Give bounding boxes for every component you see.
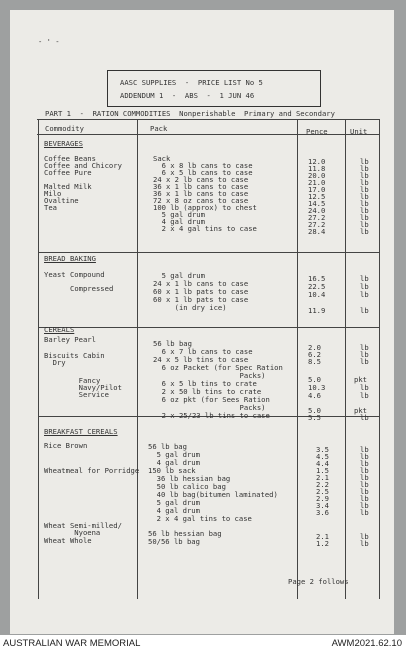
- unit-cell: lb: [360, 213, 369, 222]
- section-divider: [38, 252, 379, 253]
- pack-cell: 2 x 4 gal tins to case: [148, 514, 252, 523]
- pack-cell: Packs): [153, 371, 266, 380]
- footer-source: AUSTRALIAN WAR MEMORIAL: [3, 638, 141, 649]
- pack-cell: 40 lb bag(bitumen laminated): [148, 490, 278, 499]
- column-header-pack: Pack: [150, 124, 168, 133]
- pence-cell: 1.2: [316, 539, 329, 548]
- pence-cell: 27.2: [308, 220, 326, 229]
- pack-cell: 6 x 5 lb cans to case: [153, 168, 253, 177]
- unit-cell: lb: [360, 473, 369, 482]
- unit-cell: lb: [360, 274, 369, 283]
- commodity-cell: Fancy: [70, 376, 101, 385]
- unit-cell: lb: [360, 501, 369, 510]
- pence-cell: 3.6: [316, 508, 329, 517]
- pack-cell: 6 oz Packet (for Spec Ration: [153, 363, 283, 372]
- pack-cell: 6 x 8 lb cans to case: [153, 161, 253, 170]
- pack-cell: Sack: [153, 154, 171, 163]
- pack-cell: 56 lb hessian bag: [148, 529, 222, 538]
- unit-cell: lb: [360, 185, 369, 194]
- table-col-divider-3: [345, 119, 346, 599]
- pack-cell: 2 x 4 gal tins to case: [153, 224, 257, 233]
- pence-cell: 10.4: [308, 290, 326, 299]
- pack-cell: 6 x 7 lb cans to case: [153, 347, 253, 356]
- pack-cell: 36 x 1 lb cans to case: [153, 182, 249, 191]
- pack-cell: 24 x 2 lb cans to case: [153, 175, 249, 184]
- page-follows-note: Page 2 follows: [288, 577, 349, 586]
- pack-cell: 5 gal drum: [153, 210, 205, 219]
- pack-cell: 4 gal drum: [148, 458, 200, 467]
- pence-cell: 2.1: [316, 473, 329, 482]
- pack-cell: 36 x 1 lb cans to case: [153, 189, 249, 198]
- commodity-cell: Yeast Compound: [44, 270, 105, 279]
- pence-cell: 4.4: [316, 459, 329, 468]
- unit-cell: lb: [360, 539, 369, 548]
- unit-cell: lb: [360, 466, 369, 475]
- section-heading: BREAD BAKING: [44, 254, 96, 263]
- pack-cell: 4 gal drum: [148, 506, 200, 515]
- pence-cell: 27.2: [308, 213, 326, 222]
- pence-cell: 5.5: [308, 413, 321, 422]
- unit-cell: lb: [360, 383, 369, 392]
- pack-cell: 5 gal drum: [148, 450, 200, 459]
- header-line-2: ADDENDUM 1 - ABS - 1 JUN 46: [120, 91, 255, 100]
- unit-cell: lb: [360, 459, 369, 468]
- pence-cell: 2.0: [308, 343, 321, 352]
- commodity-cell: Wheatmeal for Porridge: [44, 466, 140, 475]
- pence-cell: 11.9: [308, 306, 326, 315]
- pence-cell: 2.2: [316, 480, 329, 489]
- table-header-border: [37, 134, 380, 135]
- unit-cell: lb: [360, 413, 369, 422]
- pack-cell: 100 lb (approx) to chest: [153, 203, 257, 212]
- pack-cell: 5 gal drum: [148, 498, 200, 507]
- pence-cell: 1.5: [316, 466, 329, 475]
- section-heading: BREAKFAST CEREALS: [44, 427, 118, 436]
- pack-cell: 24 x 5 lb tins to case: [153, 355, 249, 364]
- unit-cell: lb: [360, 350, 369, 359]
- unit-cell: lb: [360, 508, 369, 517]
- unit-cell: lb: [360, 452, 369, 461]
- pence-cell: 4.6: [308, 391, 321, 400]
- unit-cell: pkt: [354, 375, 367, 384]
- pack-cell: 6 oz pkt (for Sees Ration: [153, 395, 270, 404]
- footer-accession-id: AWM2021.62.10: [331, 638, 402, 649]
- unit-cell: lb: [360, 445, 369, 454]
- unit-cell: lb: [360, 306, 369, 315]
- pack-cell: 60 x 1 lb pats to case: [153, 295, 249, 304]
- table-col-divider-1: [137, 119, 138, 599]
- pack-cell: 4 gal drum: [153, 217, 205, 226]
- table-left-border: [38, 119, 39, 599]
- pence-cell: 3.5: [316, 445, 329, 454]
- unit-cell: lb: [360, 532, 369, 541]
- unit-cell: lb: [360, 199, 369, 208]
- unit-cell: lb: [360, 157, 369, 166]
- section-heading: BEVERAGES: [44, 139, 83, 148]
- header-line-1: AASC SUPPLIES - PRICE LIST No 5: [120, 78, 263, 87]
- commodity-cell: Milo: [44, 189, 62, 198]
- commodity-cell: Wheat Whole: [44, 536, 92, 545]
- unit-cell: lb: [360, 227, 369, 236]
- pack-cell: Packs): [153, 403, 266, 412]
- pack-cell: 50 lb calico bag: [148, 482, 226, 491]
- pence-cell: 2.9: [316, 494, 329, 503]
- pack-cell: 56 lb bag: [148, 442, 187, 451]
- unit-cell: lb: [360, 480, 369, 489]
- pence-cell: 2.5: [316, 487, 329, 496]
- commodity-cell: Nyoena: [44, 528, 101, 537]
- pence-cell: 4.5: [316, 452, 329, 461]
- section-heading: CEREALS: [44, 325, 75, 334]
- pack-cell: 72 x 8 oz cans to case: [153, 196, 249, 205]
- commodity-cell: Barley Pearl: [44, 335, 96, 344]
- table-right-border: [379, 119, 380, 599]
- commodity-cell: Rice Brown: [44, 441, 88, 450]
- pence-cell: 24.0: [308, 206, 326, 215]
- pence-cell: 3.4: [316, 501, 329, 510]
- commodity-cell: Coffee Beans: [44, 154, 96, 163]
- commodity-cell: Tea: [44, 203, 57, 212]
- pack-cell: 5 gal drum: [153, 271, 205, 280]
- commodity-cell: Coffee Pure: [44, 168, 92, 177]
- pack-cell: 24 x 1 lb cans to case: [153, 279, 249, 288]
- column-header-pence: Pence: [306, 127, 328, 136]
- pence-cell: 12.5: [308, 192, 326, 201]
- pack-cell: 6 x 5 lb tins to crate: [153, 379, 257, 388]
- commodity-cell: Navy/Pilot: [70, 383, 122, 392]
- column-header-unit: Unit: [350, 127, 368, 136]
- commodity-cell: Service: [70, 390, 109, 399]
- commodity-cell: Dry: [44, 358, 66, 367]
- section-divider: [38, 327, 379, 328]
- unit-cell: pkt: [354, 406, 367, 415]
- unit-cell: lb: [360, 164, 369, 173]
- pence-cell: 12.0: [308, 157, 326, 166]
- pack-cell: (in dry ice): [153, 303, 227, 312]
- unit-cell: lb: [360, 357, 369, 366]
- unit-cell: lb: [360, 282, 369, 291]
- pence-cell: 10.3: [308, 383, 326, 392]
- pack-cell: 56 lb bag: [153, 339, 192, 348]
- document-sheet: [10, 10, 394, 634]
- unit-cell: lb: [360, 171, 369, 180]
- pence-cell: 20.0: [308, 171, 326, 180]
- column-header-commodity: Commodity: [45, 124, 84, 133]
- pence-cell: 6.2: [308, 350, 321, 359]
- part-title: PART 1 - RATION COMMODITIES Nonperishable Primary and Secondary: [45, 109, 335, 118]
- table-top-border: [37, 119, 380, 120]
- unit-cell: lb: [360, 220, 369, 229]
- table-col-divider-2: [297, 119, 298, 599]
- commodity-cell: Malted Milk: [44, 182, 92, 191]
- commodity-cell: Ovaltine: [44, 196, 79, 205]
- pence-cell: 5.0: [308, 406, 321, 415]
- pence-cell: 17.0: [308, 185, 326, 194]
- unit-cell: lb: [360, 494, 369, 503]
- pence-cell: 16.5: [308, 274, 326, 283]
- unit-cell: lb: [360, 343, 369, 352]
- unit-cell: lb: [360, 206, 369, 215]
- price-list-header-box: [107, 70, 321, 107]
- pence-cell: 22.5: [308, 282, 326, 291]
- commodity-cell: Coffee and Chicory: [44, 161, 122, 170]
- pack-cell: 60 x 1 lb pats to case: [153, 287, 249, 296]
- unit-cell: lb: [360, 391, 369, 400]
- pence-cell: 5.0: [308, 375, 321, 384]
- pack-cell: 2 x 25/23 lb tins to case: [153, 411, 270, 420]
- commodity-cell: Wheat Semi-milled/: [44, 521, 122, 530]
- pencil-mark: - ' -: [38, 37, 60, 46]
- pack-cell: 50/56 lb bag: [148, 537, 200, 546]
- pence-cell: 14.5: [308, 199, 326, 208]
- pence-cell: 21.0: [308, 178, 326, 187]
- pack-cell: 150 lb sack: [148, 466, 196, 475]
- commodity-cell: Biscuits Cabin: [44, 351, 105, 360]
- pence-cell: 28.4: [308, 227, 326, 236]
- pence-cell: 11.8: [308, 164, 326, 173]
- footer-bar: [0, 635, 406, 653]
- unit-cell: lb: [360, 487, 369, 496]
- pack-cell: 2 x 50 lb tins to crate: [153, 387, 262, 396]
- pence-cell: 2.1: [316, 532, 329, 541]
- unit-cell: lb: [360, 192, 369, 201]
- unit-cell: lb: [360, 178, 369, 187]
- unit-cell: lb: [360, 290, 369, 299]
- commodity-cell: Compressed: [70, 284, 114, 293]
- pence-cell: 8.5: [308, 357, 321, 366]
- pack-cell: 36 lb hessian bag: [148, 474, 231, 483]
